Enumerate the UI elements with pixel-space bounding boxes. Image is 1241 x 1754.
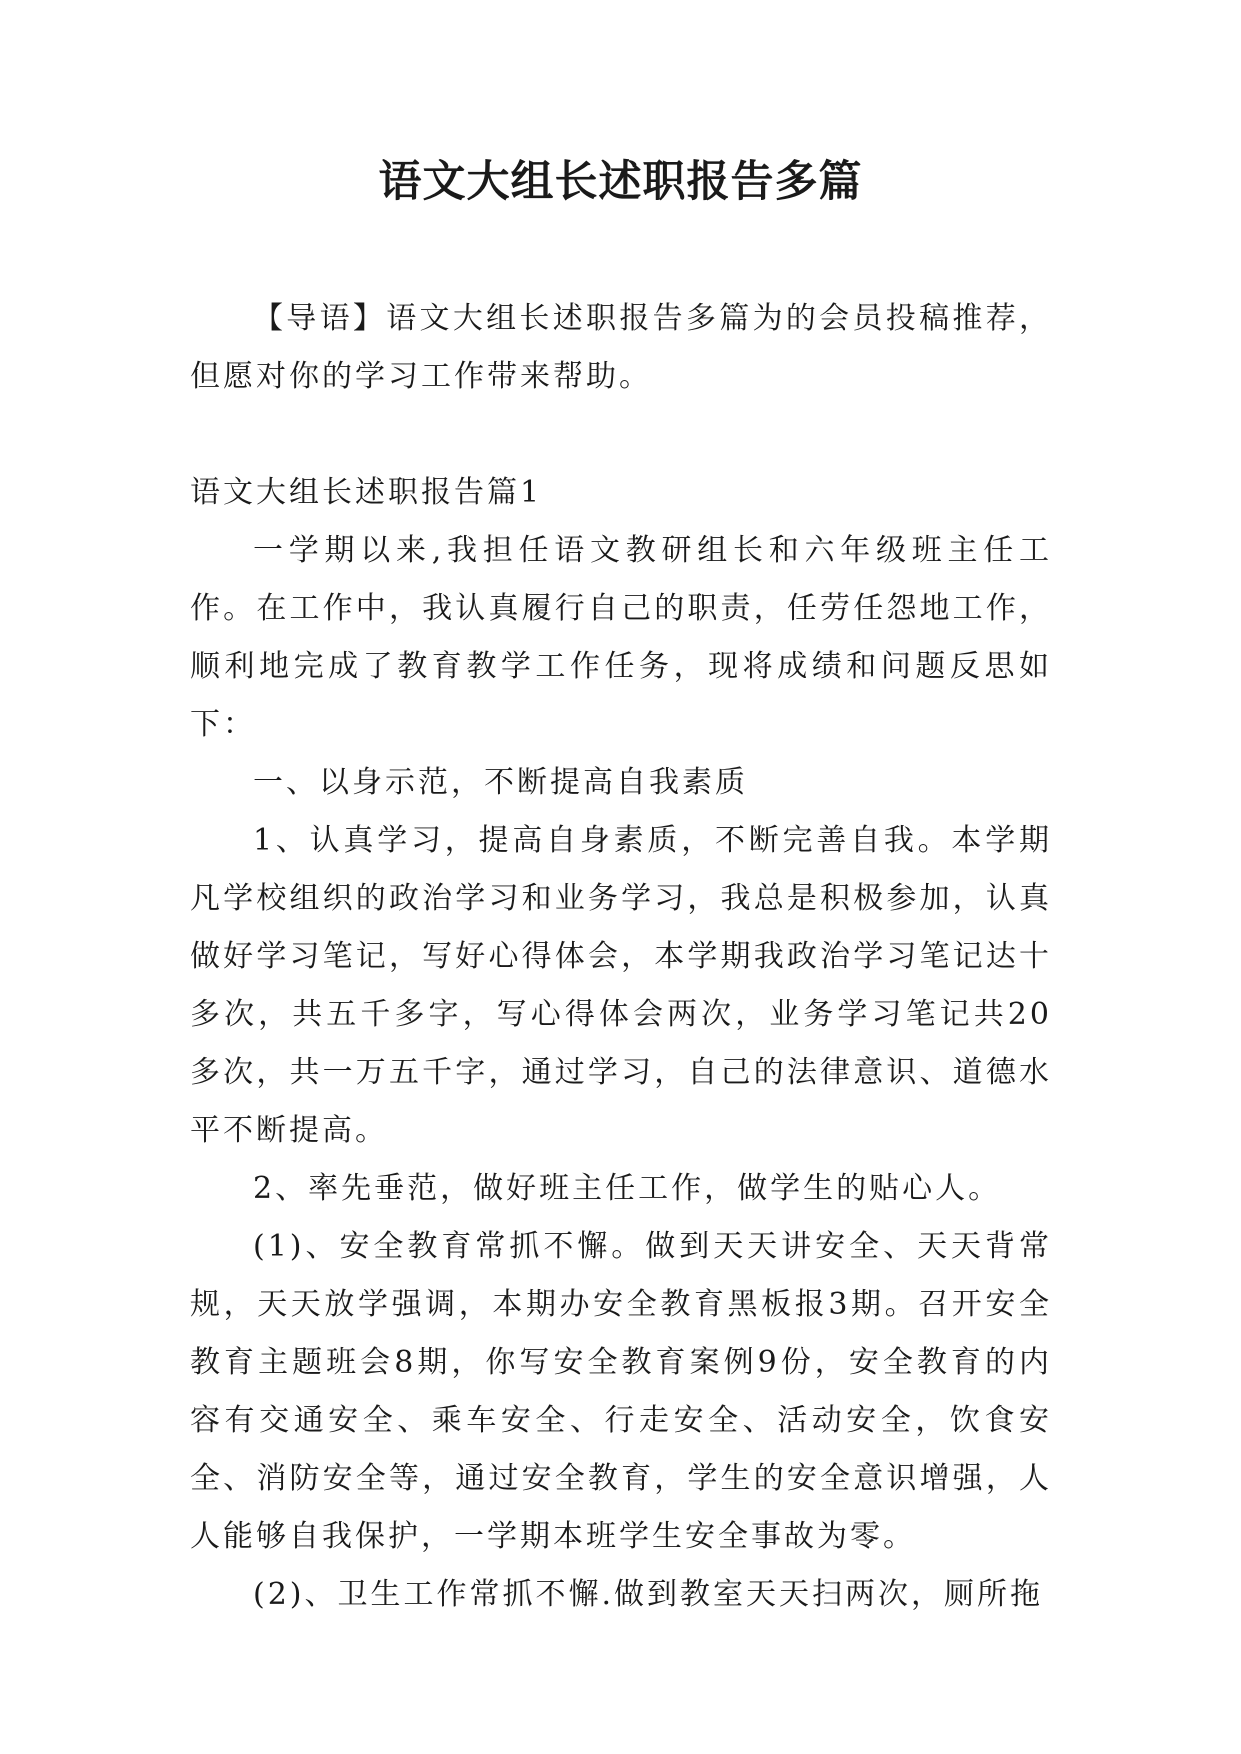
page-title: 语文大组长述职报告多篇 <box>378 157 863 207</box>
section-heading: 语文大组长述职报告篇1 <box>190 475 543 510</box>
paragraph: 一学期以来,我担任语文教研组长和六年级班主任工作。在工作中，我认真履行自己的职责，任劳任怨地工作，顺利地完成了教育教学工作任务，现将成绩和问题反思如下： <box>190 533 1052 742</box>
paragraph: (2)、卫生工作常抓不懈.做到教室天天扫两次，厕所拖 <box>253 1577 1044 1612</box>
paragraph: 1、认真学习，提高自身素质，不断完善自我。本学期凡学校组织的政治学习和业务学习，我总是积极参加，认真做好学习笔记，写好心得体会，本学期我政治学习笔记达十多次，共五千多字，写心得体会两次，业务学习笔记共20多次，共一万五千字，通过学习，自己的法律意识、道德水平不断提高。 <box>190 823 1052 1148</box>
paragraph: 一、以身示范，不断提高自我素质 <box>253 765 748 800</box>
document-body <box>190 290 1052 1624</box>
intro-paragraph: 【导语】语文大组长述职报告多篇为的会员投稿推荐，但愿对你的学习工作带来帮助。 <box>190 301 1052 394</box>
paragraph: (1)、安全教育常抓不懈。做到天天讲安全、天天背常规，天天放学强调，本期办安全教育黑板报3期。召开安全教育主题班会8期，你写安全教育案例9份，安全教育的内容有交通安全、乘车安全、行走安全、活动安全，饮食安全、消防安全等，通过安全教育，学生的安全意识增强，人人能够自我保护，一学期本班学生安全事故为零。 <box>190 1229 1052 1554</box>
paragraph: 2、率先垂范，做好班主任工作，做学生的贴心人。 <box>253 1171 1002 1206</box>
